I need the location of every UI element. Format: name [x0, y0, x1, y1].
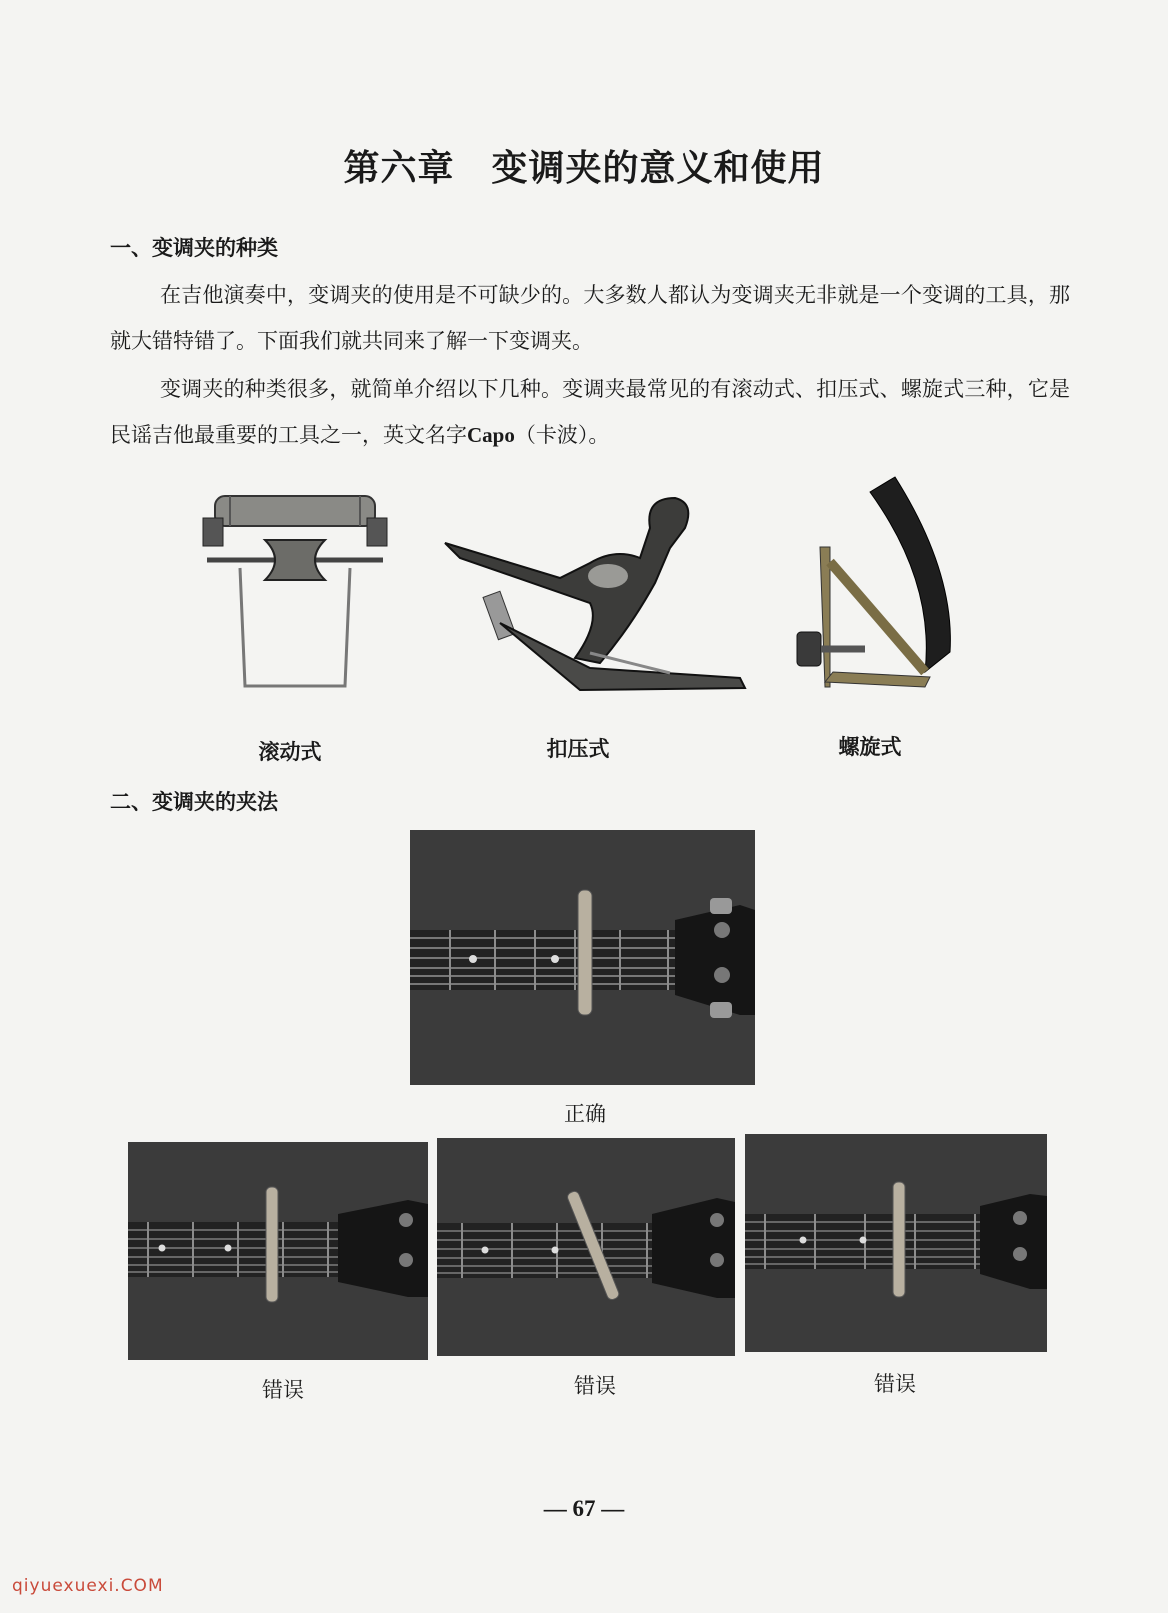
wrong-capo-photo-2: [437, 1138, 735, 1356]
rolling-capo-image: [195, 478, 405, 698]
wrong-capo-photo-1: [128, 1142, 428, 1360]
capo-type-rolling: 滚动式: [258, 740, 322, 764]
caption-correct: 正确: [564, 1102, 606, 1126]
capo-type-screw: 螺旋式: [838, 735, 902, 759]
correct-capo-photo: [410, 830, 755, 1085]
capo-term: Capo: [467, 423, 515, 447]
page-number: — 67 —: [543, 1496, 625, 1521]
section-heading-types: 一、变调夹的种类: [110, 236, 278, 260]
screw-capo-image: [785, 472, 985, 702]
chapter-title: 第六章 变调夹的意义和使用: [343, 148, 825, 189]
caption-wrong-2: 错误: [574, 1374, 616, 1398]
trigger-capo-image: [440, 488, 760, 703]
paragraph-types-text: 变调夹的种类很多，就简单介绍以下几种。变调夹最常见的有滚动式、扣压式、螺旋式三种，它是民谣吉他最重要的工具之一，英文名字: [110, 377, 1070, 447]
section-heading-usage: 二、变调夹的夹法: [110, 790, 278, 814]
capo-type-trigger: 扣压式: [546, 737, 610, 761]
paragraph-types: [110, 366, 1070, 458]
watermark: qiyuexuexi.COM: [12, 1576, 164, 1596]
paragraph-intro: 在吉他演奏中，变调夹的使用是不可缺少的。大多数人都认为变调夹无非就是一个变调的工具，那就大错特错了。下面我们就共同来了解一下变调夹。: [110, 283, 1070, 353]
caption-wrong-3: 错误: [874, 1372, 916, 1396]
paragraph-types-tail: （卡波）。: [514, 423, 610, 447]
caption-wrong-1: 错误: [262, 1378, 304, 1402]
wrong-capo-photo-3: [745, 1134, 1047, 1352]
